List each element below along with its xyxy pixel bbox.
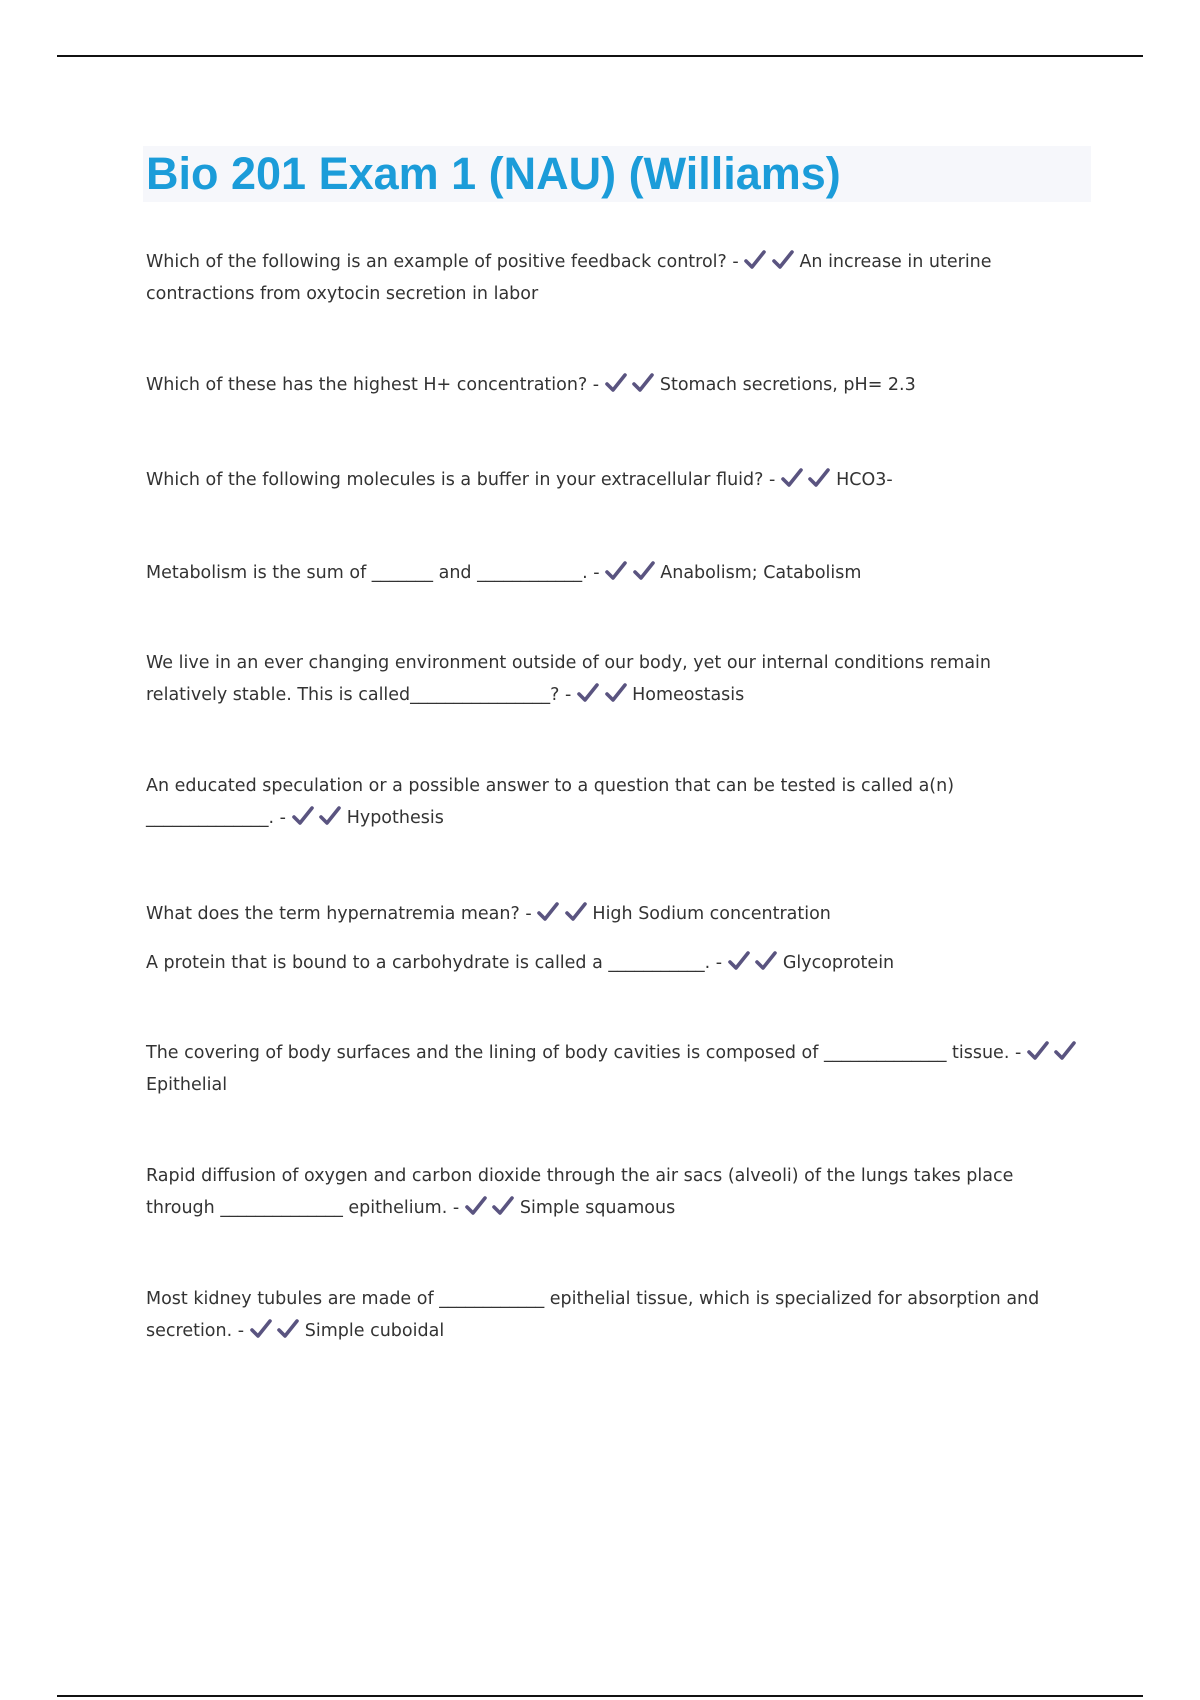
- check-icon: [605, 373, 627, 393]
- qa-item: [146, 1160, 1046, 1224]
- answer-text: Simple squamous: [519, 1198, 676, 1218]
- qa-item: [146, 557, 1092, 589]
- question-text: An educated speculation or a possible answer to a question that can be tested is called a(n) ______________. -: [146, 776, 955, 828]
- answer-text: Stomach secretions, pH= 2.3: [659, 375, 916, 395]
- check-icon: [633, 561, 655, 581]
- check-icons: [577, 685, 627, 705]
- top-rule: [57, 55, 1143, 57]
- check-icon: [605, 683, 627, 703]
- check-icon: [808, 468, 830, 488]
- check-icon: [465, 1196, 487, 1216]
- answer-text: HCO3-: [836, 470, 893, 490]
- check-icons: [605, 375, 655, 395]
- question-text: Which of the following is an example of positive feedback control? -: [146, 252, 739, 272]
- qa-item: [146, 898, 1092, 930]
- check-icon: [537, 902, 559, 922]
- check-icons: [292, 808, 342, 828]
- question-text: What does the term hypernatremia mean? -: [146, 904, 532, 924]
- question-text: Rapid diffusion of oxygen and carbon dioxide through the air sacs (alveoli) of the lungs takes place through ______________ epithelium. -: [146, 1166, 1014, 1218]
- check-icon: [605, 561, 627, 581]
- check-icons: [250, 1321, 300, 1341]
- question-text: Metabolism is the sum of _______ and ____________. -: [146, 563, 600, 583]
- qa-item: [146, 369, 1092, 401]
- answer-text: Hypothesis: [346, 808, 444, 828]
- answer-text: Glycoprotein: [782, 953, 895, 973]
- check-icon: [565, 902, 587, 922]
- question-text: Most kidney tubules are made of ____________ epithelial tissue, which is specialized for absorption and secretion. -: [146, 1289, 1040, 1341]
- qa-item: [146, 1283, 1092, 1347]
- qa-item: [146, 1037, 1092, 1101]
- check-icon: [292, 806, 314, 826]
- answer-text: High Sodium concentration: [592, 904, 831, 924]
- check-icon: [755, 951, 777, 971]
- answer-text: Simple cuboidal: [304, 1321, 445, 1341]
- check-icon: [277, 1319, 299, 1339]
- check-icon: [781, 468, 803, 488]
- check-icons: [728, 953, 778, 973]
- check-icons: [781, 470, 831, 490]
- check-icon: [577, 683, 599, 703]
- check-icons: [465, 1198, 515, 1218]
- check-icon: [744, 250, 766, 270]
- qa-item: [146, 246, 1046, 310]
- question-text: We live in an ever changing environment outside of our body, yet our internal conditions remain relatively stable. This is called________________? -: [146, 653, 992, 705]
- check-icon: [1054, 1041, 1076, 1061]
- check-icon: [319, 806, 341, 826]
- check-icon: [772, 250, 794, 270]
- check-icons: [1027, 1043, 1077, 1063]
- question-text: Which of these has the highest H+ concentration? -: [146, 375, 600, 395]
- qa-item: [146, 947, 1092, 979]
- answer-text: Homeostasis: [632, 685, 745, 705]
- check-icon: [728, 951, 750, 971]
- check-icon: [492, 1196, 514, 1216]
- check-icons: [605, 563, 655, 583]
- question-text: A protein that is bound to a carbohydrate is called a ___________. -: [146, 953, 723, 973]
- answer-text: An increase in uterine contractions from oxytocin secretion in labor: [146, 252, 992, 304]
- check-icon: [250, 1319, 272, 1339]
- question-text: Which of the following molecules is a buffer in your extracellular fluid? -: [146, 470, 776, 490]
- document-title: Bio 201 Exam 1 (NAU) (Williams): [146, 148, 841, 199]
- check-icons: [744, 252, 794, 272]
- qa-item: [146, 770, 1046, 834]
- question-text: The covering of body surfaces and the lining of body cavities is composed of ______________ tissue. -: [146, 1043, 1022, 1063]
- bottom-rule: [57, 1695, 1143, 1697]
- answer-text: Epithelial: [146, 1075, 228, 1095]
- answer-text: Anabolism; Catabolism: [660, 563, 862, 583]
- check-icon: [1027, 1041, 1049, 1061]
- check-icon: [632, 373, 654, 393]
- qa-item: [146, 647, 1046, 711]
- check-icons: [537, 904, 587, 924]
- qa-item: [146, 464, 1092, 496]
